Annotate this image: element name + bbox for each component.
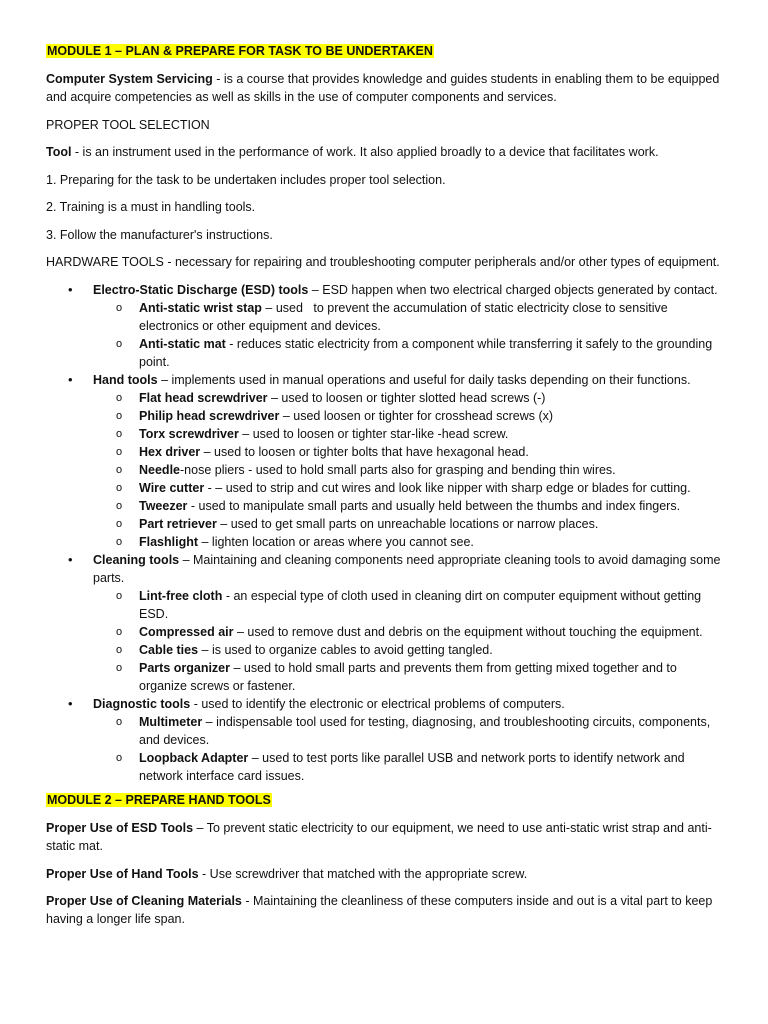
item-desc: - an especial type of cloth used in cleaning dirt on computer equipment without getting ESD. [139,589,702,621]
list-item [93,515,722,533]
module2-paragraph [46,819,722,855]
list-item [93,443,722,461]
item-term: Part retriever [139,517,217,531]
item-term: Anti-static wrist stap [139,301,262,315]
module2-paragraph [46,892,722,928]
list-item [93,749,722,785]
category-cleaning-tools [46,551,722,695]
hand-tools-sublist [93,389,722,551]
item-desc: - used to manipulate small parts and usually held between the thumbs and index fingers. [187,499,681,513]
hardware-tools-list [46,281,722,785]
item-desc: – used loosen or tighter for crosshead screws (x) [279,409,554,423]
item-desc: – used to loosen or tighter slotted head screws (-) [267,391,546,405]
item-desc: – used to get small parts on unreachable locations or narrow places. [216,517,599,531]
paragraph-term: Proper Use of Cleaning Materials [46,894,242,908]
list-item [93,587,722,623]
category-diagnostic-tools [46,695,722,785]
paragraph-term: Proper Use of ESD Tools [46,821,194,835]
item-desc: - – used to strip and cut wires and look like nipper with sharp edge or blades for cutting. [204,481,691,495]
category-desc: - used to identify the electronic or electrical problems of computers. [190,697,565,711]
list-item [93,659,722,695]
item-term: Cable ties [139,643,199,657]
tool-selection-heading: PROPER TOOL SELECTION [46,117,210,132]
paragraph-desc: - Maintaining the cleanliness of these computers inside and out is a vital part to keep having a longer life span. [46,894,713,926]
item-term: Lint-free cloth [139,589,223,603]
list-item [93,389,722,407]
category-desc: – implements used in manual operations and useful for daily tasks depending on their functions. [157,373,691,387]
item-desc: – lighten location or areas where you cannot see. [198,535,474,549]
list-item [93,497,722,515]
item-term: Compressed air [139,625,234,639]
category-esd-tools [46,281,722,371]
esd-tools-sublist [93,299,722,371]
tool-definition [46,143,722,161]
css-desc: - is a course that provides knowledge and guides students in enabling them to be equipped and acquire competencies as well as skills in the use of computer components and services. [46,72,720,104]
item-desc: – is used to organize cables to avoid getting tangled. [198,643,493,657]
category-hand-tools [46,371,722,551]
cleaning-tools-sublist [93,587,722,695]
list-item [93,623,722,641]
category-term: Cleaning tools [93,553,180,567]
module1-heading-text: MODULE 1 – PLAN & PREPARE FOR TASK TO BE UNDERTAKEN [47,44,433,58]
category-term: Electro-Static Discharge (ESD) tools [93,283,309,297]
item-term: Torx screwdriver [139,427,239,441]
paragraph-desc: - Use screwdriver that matched with the appropriate screw. [198,866,528,881]
module2-heading [46,791,722,809]
category-term: Hand tools [93,373,158,387]
item-term: Needle [139,463,180,477]
item-desc: – indispensable tool used for testing, diagnosing, and troubleshooting circuits, components, and devices. [139,715,711,747]
paragraph-desc: – To prevent static electricity to our equipment, we need to use anti-static wrist strap and anti-static mat. [46,821,712,853]
item-term: Flashlight [139,535,199,549]
list-item [93,407,722,425]
item-desc: – used to prevent the accumulation of static electricity close to sensitive electronics or other equipment and devices. [139,301,672,333]
item-term: Multimeter [139,715,203,729]
item-term: Parts organizer [139,661,231,675]
item-term: Philip head screwdriver [139,409,280,423]
item-term: Hex driver [139,445,201,459]
item-desc: – used to loosen or tighter bolts that have hexagonal head. [200,445,529,459]
module2-paragraph [46,865,722,883]
step-item: 3. Follow the manufacturer's instructions. [46,227,273,242]
diagnostic-tools-sublist [93,713,722,785]
item-term: Loopback Adapter [139,751,249,765]
step-item: 1. Preparing for the task to be undertaken includes proper tool selection. [46,172,446,187]
category-term: Diagnostic tools [93,697,191,711]
list-item [93,335,722,371]
tool-desc: - is an instrument used in the performance of work. It also applied broadly to a device that facilitates work. [71,145,659,159]
list-item [93,425,722,443]
item-term: Wire cutter [139,481,205,495]
step-item: 2. Training is a must in handling tools. [46,200,256,214]
item-desc: – used to test ports like parallel USB and network ports to identify network and network interface card issues. [139,751,685,783]
css-term: Computer System Servicing [46,72,213,86]
list-item [93,461,722,479]
item-desc: – used to loosen or tighter star-like -head screw. [238,427,509,441]
list-item [93,533,722,551]
module1-heading [46,42,722,60]
hardware-tools-intro: HARDWARE TOOLS - necessary for repairing and troubleshooting computer peripherals and/or other types of equipment. [46,255,720,269]
paragraph-term: Proper Use of Hand Tools [46,866,199,881]
css-definition [46,70,722,106]
item-term: Tweezer [139,499,188,513]
list-item [93,479,722,497]
item-desc: – used to remove dust and debris on the equipment without touching the equipment. [233,625,703,639]
item-desc: -nose pliers - used to hold small parts also for grasping and bending thin wires. [180,463,616,477]
list-item [93,641,722,659]
module2-heading-text: MODULE 2 – PREPARE HAND TOOLS [47,793,271,807]
item-desc: - reduces static electricity from a component while transferring it safely to the grounding point. [139,337,713,369]
tool-term: Tool [46,145,72,159]
item-desc: – used to hold small parts and prevents them from getting mixed together and to organize screws or fastener. [139,661,677,693]
list-item [93,713,722,749]
category-desc: – Maintaining and cleaning components need appropriate cleaning tools to avoid damaging some parts. [93,553,721,585]
item-term: Anti-static mat [139,337,226,351]
item-term: Flat head screwdriver [139,391,268,405]
list-item [93,299,722,335]
category-desc: – ESD happen when two electrical charged objects generated by contact. [308,283,718,297]
